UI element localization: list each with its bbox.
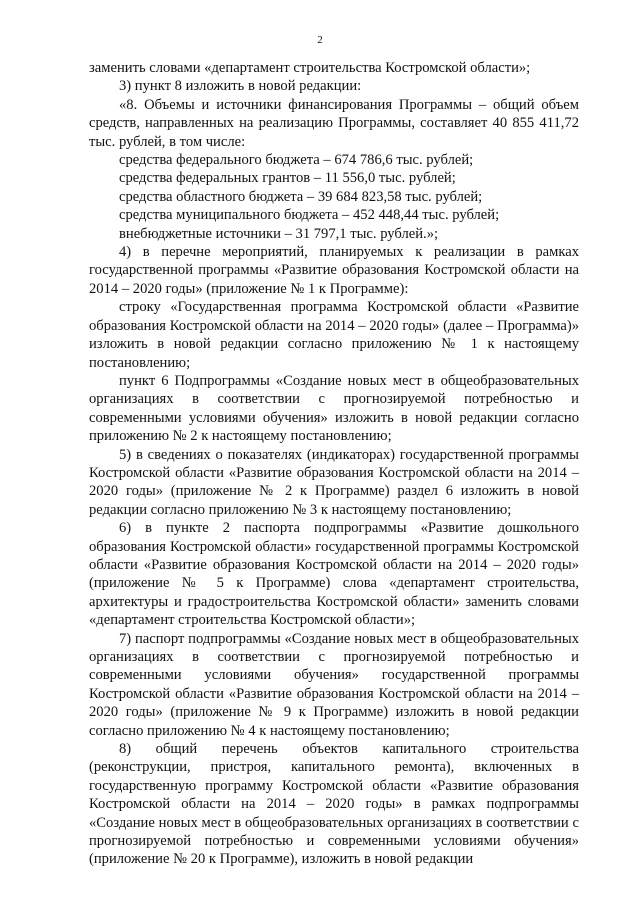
paragraph-item-8: 8) общий перечень объектов капитального строительства (реконструкции, пристроя, капитального ремонта), включенных в государственную программу Костромской области «Развитие образования Костромской области на 2014 – 2020 годы» в рамках подпрограммы «Создание новых мест в общеобразовательных организациях в соответствии с прогнозируемой потребностью и современными условиями обучения» (приложение № 20 к Программе), изложить в новой редакции xyxy=(89,741,579,868)
funding-extrabudgetary: внебюджетные источники – 31 797,1 тыс. рублей.»; xyxy=(119,225,439,242)
document-body xyxy=(89,59,579,869)
paragraph-continuation: заменить словами «департамент строительства Костромской области»; xyxy=(89,60,531,76)
funding-regional-budget: средства областного бюджета – 39 684 823,58 тыс. рублей; xyxy=(119,188,483,205)
paragraph-item-7: 7) паспорт подпрограммы «Создание новых мест в общеобразовательных организациях в соответствии с прогнозируемой потребностью и современными условиями обучения» государственной программы Костромской области «Развитие образования Костромской области на 2014 – 2020 годы» (приложение № 9 к Программе) изложить в новой редакции согласно приложению № 4 к настоящему постановлению; xyxy=(89,630,579,739)
funding-federal-budget: средства федерального бюджета – 674 786,6 тыс. рублей; xyxy=(119,152,474,169)
paragraph-item-6: 6) в пункте 2 паспорта подпрограммы «Развитие дошкольного образования Костромской области» государственной программы Костромской области «Развитие образования Костромской области на 2014 – 2020 годы» (приложение № 5 к Программе) слова «департамент строительства, архитектуры и градостроительства Костромской области» заменить словами «департамент строительства Костромской области»; xyxy=(89,520,579,629)
funding-municipal-budget: средства муниципального бюджета – 452 448,44 тыс. рублей; xyxy=(119,207,500,224)
paragraph-item-4: 4) в перечне мероприятий, планируемых к реализации в рамках государственной программы «Развитие образования Костромской области на 2014 – 2020 годы» (приложение № 1 к Программе): xyxy=(89,244,579,297)
paragraph-program-row: строку «Государственная программа Костромской области «Развитие образования Костромской области на 2014 – 2020 годы» (далее – Программа)» изложить в новой редакции согласно приложению № 1 к настоящему постановлению; xyxy=(89,299,579,371)
paragraph-item-5: 5) в сведениях о показателях (индикаторах) государственной программы Костромской области «Развитие образования Костромской области на 2014 – 2020 годы» (приложение № 2 к Программе) раздел 6 изложить в новой редакции согласно приложению № 3 к настоящему постановлению; xyxy=(89,446,579,518)
paragraph-item-3: 3) пункт 8 изложить в новой редакции: xyxy=(119,78,362,95)
funding-federal-grants: средства федеральных грантов – 11 556,0 тыс. рублей; xyxy=(119,170,456,187)
paragraph-funding-intro: «8. Объемы и источники финансирования Программы – общий объем средств, направленных на реализацию Программы, составляет 40 855 411,72 тыс. рублей, в том числе: xyxy=(89,96,579,150)
page-number: 2 xyxy=(317,34,323,46)
paragraph-subprogram-point-6: пункт 6 Подпрограммы «Создание новых мест в общеобразовательных организациях в соответствии с прогнозируемой потребностью и современными условиями обучения» изложить в новой редакции согласно приложению № 2 к настоящему постановлению; xyxy=(89,372,579,445)
